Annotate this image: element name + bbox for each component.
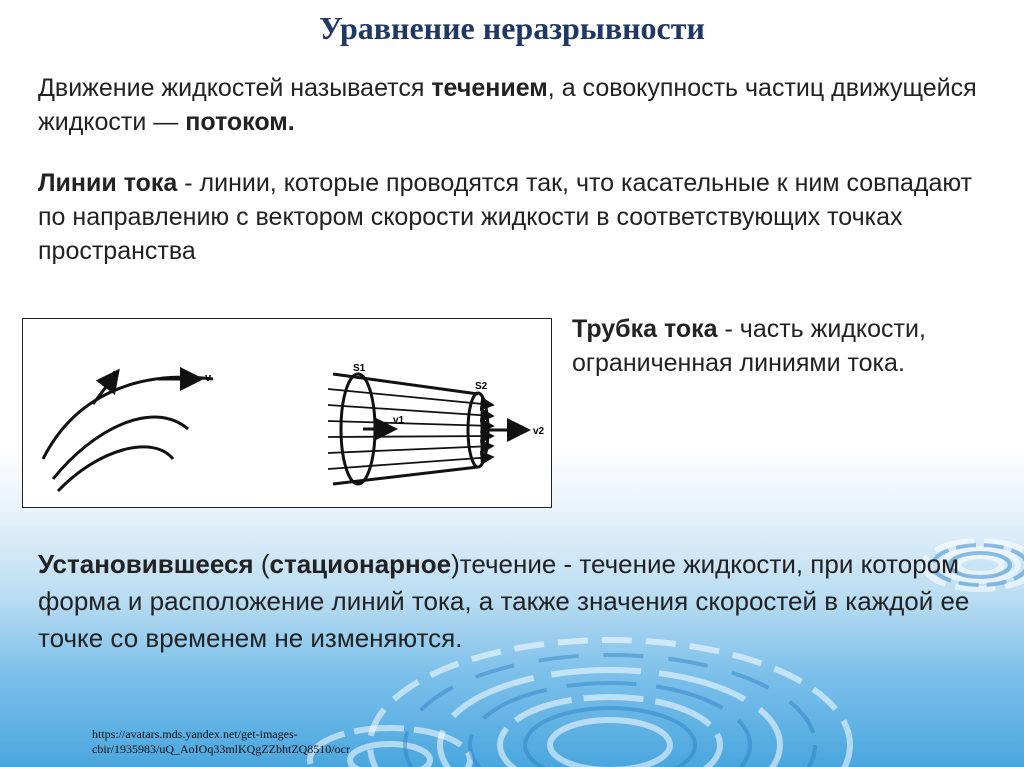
paragraph-steady-flow <box>38 546 1018 657</box>
text: , а совокупность частиц движущейся жидкости — <box>38 74 977 136</box>
term-streamlines: Линии тока <box>38 169 178 197</box>
term-flow: течением <box>431 74 548 102</box>
text: Движение жидкостей называется <box>38 74 432 102</box>
term-stream: потоком. <box>185 108 295 136</box>
term-steady: Установившееся <box>38 549 254 579</box>
label-v-right: v <box>205 372 212 384</box>
text: ( <box>253 549 270 579</box>
text: )течение - течение жидкости, при котором форма и расположение линий тока, а также значения скоростей в каждой ее точке со временем не изменяются. <box>38 549 970 653</box>
paragraph-stream-tube <box>572 312 1024 380</box>
label-v1: v1 <box>393 415 405 426</box>
label-s2: S2 <box>475 381 488 392</box>
term-stationary: стационарное <box>269 549 452 579</box>
text: - линии, которые проводятся так, что касательные к ним совпадают по направлению с вектором скорости жидкости в соответствующих точках пространства <box>38 169 973 265</box>
term-stream-tube: Трубка тока <box>572 315 718 343</box>
paragraph-flow-definition <box>38 71 988 139</box>
label-v2: v2 <box>533 426 545 437</box>
streamline-curve <box>53 417 188 479</box>
label-v-left: v <box>113 368 120 380</box>
streamlines-diagram <box>23 319 553 509</box>
text: - часть жидкости, <box>717 315 926 343</box>
streamline-curve <box>43 377 213 459</box>
streamlines-figure <box>22 318 552 508</box>
label-s1: S1 <box>353 363 366 374</box>
source-link[interactable]: https://avatars.mds.yandex.net/get-images-cbir/1935983/uQ_AoIOq33mlKQgZZbhtZQ8510/ocr <box>92 727 350 756</box>
text: ограниченная линиями тока. <box>572 349 905 377</box>
tube-streamline <box>328 436 493 437</box>
paragraph-streamlines <box>38 166 998 268</box>
page-title: Уравнение неразрывности <box>319 10 705 46</box>
